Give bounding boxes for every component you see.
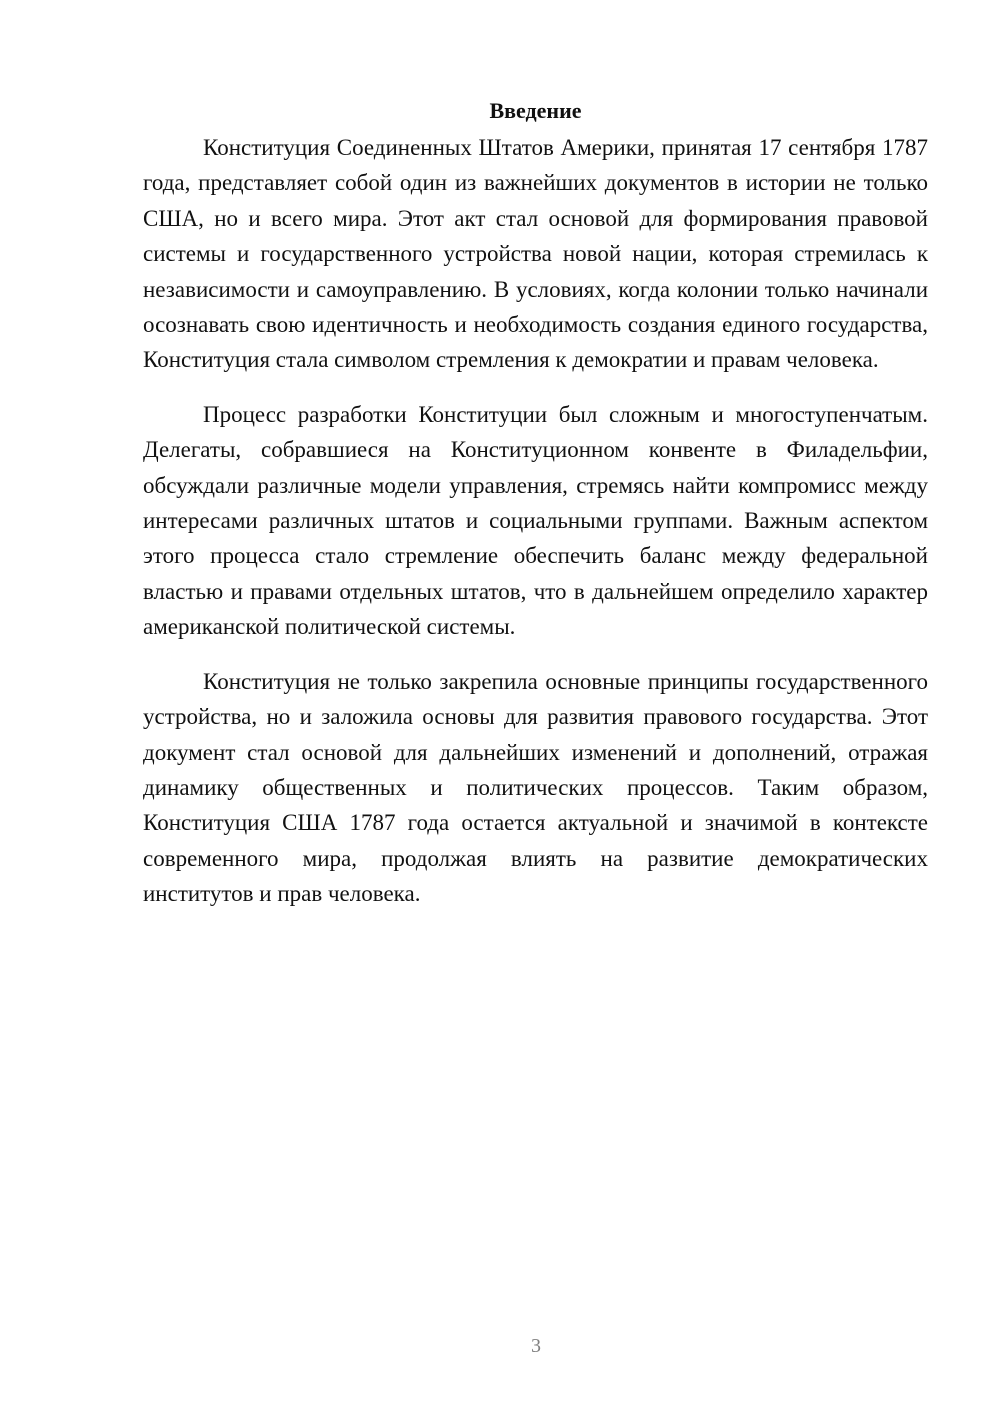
page-number: 3 <box>531 1335 541 1357</box>
paragraph-2: Процесс разработки Конституции был сложным и многоступенчатым. Делегаты, собравшиеся на Конституционном конвенте в Филадельфии, обсуждали различные модели управления, стремясь найти компромисс между интересами различных штатов и социальными группами. Важным аспектом этого процесса стало стремление обеспечить баланс между федеральной властью и правами отдельных штатов, что в дальнейшем определило характер американской политической системы. <box>143 401 928 640</box>
page-content <box>143 96 928 912</box>
paragraph-3: Конституция не только закрепила основные принципы государственного устройства, но и заложила основы для развития правового государства. Этот документ стал основой для дальнейших изменений и дополнений, отражая динамику общественных и политических процессов. Таким образом, Конституция США 1787 года остается актуальной и значимой в контексте современного мира, продолжая влиять на развитие демократических институтов и прав человека. <box>143 668 928 907</box>
section-heading: Введение <box>489 98 582 123</box>
paragraph-1: Конституция Соединенных Штатов Америки, принятая 17 сентября 1787 года, представляет собой один из важнейших документов в истории не только США, но и всего мира. Этот акт стал основой для формирования правовой системы и государственного устройства новой нации, которая стремилась к независимости и самоуправлению. В условиях, когда колонии только начинали осознавать свою идентичность и необходимость создания единого государства, Конституция стала символом стремления к демократии и правам человека. <box>143 135 928 373</box>
